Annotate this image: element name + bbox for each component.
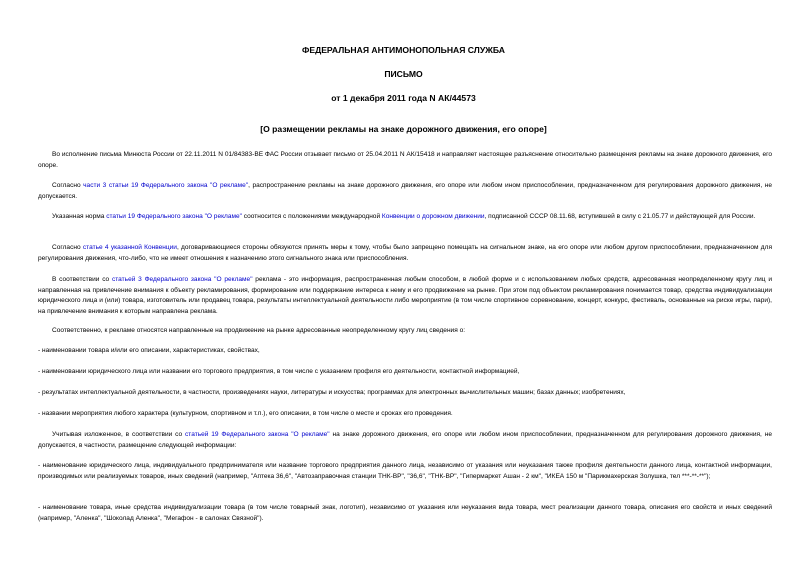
- paragraph-3-text-c: , подписанной СССР 08.11.68, вступившей в силу с 21.05.77 и действующей для России.: [484, 213, 756, 220]
- list-item-product-names: - наименование товара, иные средства индивидуализации товара (в том числе товарный знак, логотип), независимо от указания или неуказания вида товара, мест реализации данного товара, описания его свойств и иных сведений (например, "Аленка", "Шоколад Аленка", "Мегафон - в салонах Связной").: [38, 504, 772, 522]
- link-convention-article-4[interactable]: статье 4 указанной Конвенции: [82, 244, 177, 251]
- paragraph-6: Соответственно, к рекламе относятся направленные на продвижение на рынке адресованные неопределенному кругу лиц сведения о:: [52, 327, 466, 334]
- list-item-intellectual-results: - результатах интеллектуальной деятельности, в частности, произведениях науки, литературы и искусства; программах для электронных вычислительных машин; базах данных; изобретениях,: [38, 389, 626, 396]
- paragraph-5: [38, 275, 772, 317]
- paragraph-2-text-a: Согласно: [52, 182, 84, 189]
- list-item-goods: - наименовании товара и/или его описании, характеристиках, свойствах,: [38, 347, 260, 354]
- paragraph-5-text-b: реклама - это информация, распространенная любым способом, в любой форме и с использованием любых средств, адресованная неопределенному кругу лиц и направленная на привлечение внимания к объекту рекламирования, формирование или поддержание интереса к нему и его продвижение на рынке. При этом под объектом рекламирования понимается товар, средства индивидуализации юридического лица и (или) товара, изготовитель или продавец товара, результаты интеллектуальной деятельности либо мероприятие (в том числе спортивное соревнование, концерт, конкурс, фестиваль, основанные на риске игры, пари), на привлечение внимания к которым направлена реклама.: [38, 276, 772, 315]
- paragraph-3-text-b: соотносится с положениями международной: [241, 213, 382, 220]
- link-article-3[interactable]: статьей 3 Федерального закона "О рекламе": [111, 276, 253, 283]
- paragraph-2: [38, 181, 772, 202]
- paragraph-4: [38, 243, 772, 264]
- paragraph-3: [38, 212, 772, 223]
- paragraph-11-text-b: на знаке дорожного движения, его опоре или любом ином приспособлении, предназначенном для регулирования дорожного движения, не допускается, в частности, размещение следующей информации:: [38, 431, 772, 449]
- link-road-traffic-convention[interactable]: Конвенции о дорожном движении: [381, 213, 485, 220]
- paragraph-5-text-a: В соответствии со: [52, 276, 112, 283]
- paragraph-2-text-b: , распространение рекламы на знаке дорожного движения, его опоре или любом ином приспособлении, предназначенном для регулирования дорожного движения, не допускается.: [38, 182, 773, 200]
- list-item-entity-names: - наименование юридического лица, индивидуального предпринимателя или название торгового предприятия данного лица, независимо от указания или неуказания также профиля деятельности данного лица, контактной информации, производимых или реализуемых товаров, иных сведений (например, "Аптека 36,6", "Автозаправочная станции ТНК-ВР", "36,6", "ТНК-ВР", "Гипермаркет Ашан - 2 км", "ИКЕА 150 м "Парикмахерская Золушка, тел ***-**-**");: [38, 462, 772, 480]
- link-article-19[interactable]: статьи 19 Федерального закона "О рекламе": [106, 213, 242, 220]
- link-article-19-part-3[interactable]: части 3 статьи 19 Федерального закона "О рекламе": [83, 182, 249, 189]
- document-subject: [О размещении рекламы на знаке дорожного движения, его опоре]: [260, 124, 547, 134]
- paragraph-1: Во исполнение письма Минюста России от 22.11.2011 N 01/84383-ВЕ ФАС России отзывает письмо от 25.04.2011 N АК/15418 и направляет настоящее разъяснение относительно размещения рекламы на знаке дорожного движения, его опоре.: [38, 151, 772, 169]
- paragraph-11-text-a: Учитывая изложенное, в соответствии со: [52, 431, 185, 438]
- document-type: ПИСЬМО: [384, 69, 423, 79]
- paragraph-11: [38, 430, 772, 451]
- document-date-number: от 1 декабря 2011 года N АК/44573: [331, 93, 476, 103]
- paragraph-4-text-a: Согласно: [52, 244, 83, 251]
- paragraph-4-text-b: , договаривающиеся стороны обязуются принять меры к тому, чтобы было запрещено помещать на сигнальном знаке, на его опоре или любом другом приспособлении, предназначенном для регулирования движения, что-либо, что не имеет отношения к назначению этого сигнального знака или приспособления.: [38, 244, 772, 262]
- paragraph-3-text-a: Указанная норма: [52, 213, 107, 220]
- list-item-legal-entity: - наименовании юридического лица или названии его торгового предприятия, в том числе с указанием профиля его деятельности, контактной информацией,: [38, 368, 520, 375]
- agency-title: ФЕДЕРАЛЬНАЯ АНТИМОНОПОЛЬНАЯ СЛУЖБА: [302, 45, 505, 55]
- list-item-events: - названии мероприятия любого характера (культурном, спортивном и т.п.), его описании, в том числе о месте и сроках его проведения.: [38, 410, 453, 417]
- link-article-19-conclusion[interactable]: статьей 19 Федерального закона "О рекламе": [185, 431, 330, 438]
